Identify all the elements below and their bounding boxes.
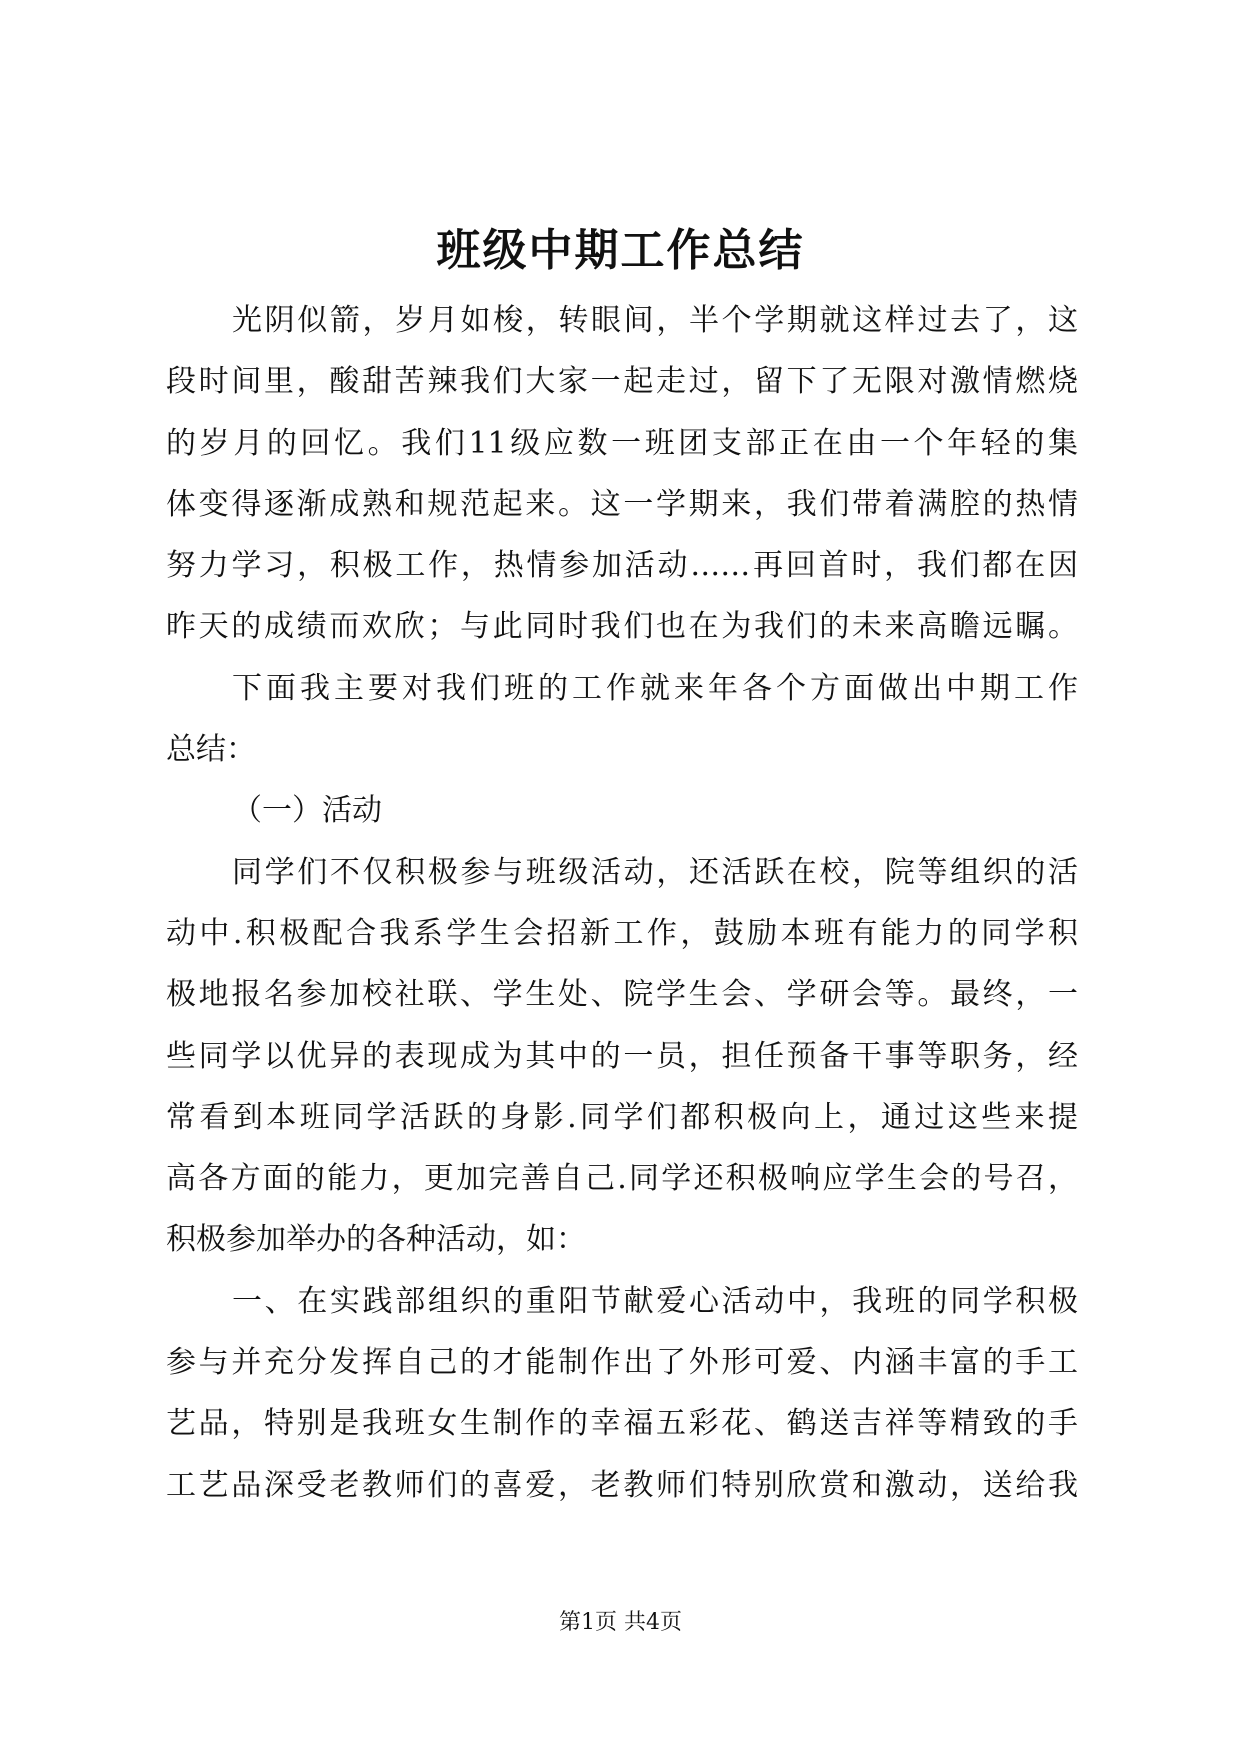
paragraph-activities <box>166 842 1078 1271</box>
text-line: 一、在实践部组织的重阳节献爱心活动中，我班的同学积极 <box>232 1283 1078 1319</box>
section-heading-text: （一）活动 <box>232 793 382 829</box>
text-line: 努力学习，积极工作，热情参加活动……再回首时，我们都在因 <box>166 548 1078 584</box>
text-line: 光阴似箭，岁月如梭，转眼间，半个学期就这样过去了，这 <box>232 303 1078 338</box>
text-line: 昨天的成绩而欢欣；与此同时我们也在为我们的未来高瞻远瞩。 <box>166 609 1078 645</box>
text-line: 工艺品深受老教师们的喜爱，老教师们特别欣赏和激动，送给我 <box>166 1467 1078 1503</box>
text-line: 艺品，特别是我班女生制作的幸福五彩花、鹤送吉祥等精致的手 <box>166 1406 1078 1442</box>
document-title: 班级中期工作总结 <box>436 225 805 276</box>
text-line: 常看到本班同学活跃的身影.同学们都积极向上，通过这些来提 <box>166 1099 1078 1135</box>
text-line: 总结： <box>166 732 256 768</box>
paragraph-summary-lead <box>166 658 1078 781</box>
text-line: 动中.积极配合我系学生会招新工作，鼓励本班有能力的同学积 <box>166 915 1078 951</box>
document-body <box>166 290 1078 1516</box>
text-line: 体变得逐渐成熟和规范起来。这一学期来，我们带着满腔的热情 <box>166 486 1078 522</box>
text-line: 的岁月的回忆。我们11级应数一班团支部正在由一个年轻的集 <box>166 425 1078 461</box>
text-line: 同学们不仅积极参与班级活动，还活跃在校，院等组织的活 <box>232 854 1078 890</box>
page-number-footer: 第1页 共4页 <box>559 1610 682 1635</box>
text-line: 下面我主要对我们班的工作就来年各个方面做出中期工作 <box>232 670 1078 706</box>
paragraph-item-one <box>166 1271 1078 1516</box>
text-line: 高各方面的能力，更加完善自己.同学还积极响应学生会的号召， <box>166 1161 1078 1197</box>
text-line: 参与并充分发挥自己的才能制作出了外形可爱、内涵丰富的手工 <box>166 1345 1078 1381</box>
text-line: 极地报名参加校社联、学生处、院学生会、学研会等。最终，一 <box>166 977 1078 1013</box>
text-line: 积极参加举办的各种活动，如： <box>166 1222 586 1258</box>
paragraph-intro <box>166 290 1078 658</box>
section-heading <box>166 780 1078 841</box>
text-line: 段时间里，酸甜苦辣我们大家一起走过，留下了无限对激情燃烧 <box>166 364 1078 400</box>
text-line: 些同学以优异的表现成为其中的一员，担任预备干事等职务，经 <box>166 1038 1078 1074</box>
